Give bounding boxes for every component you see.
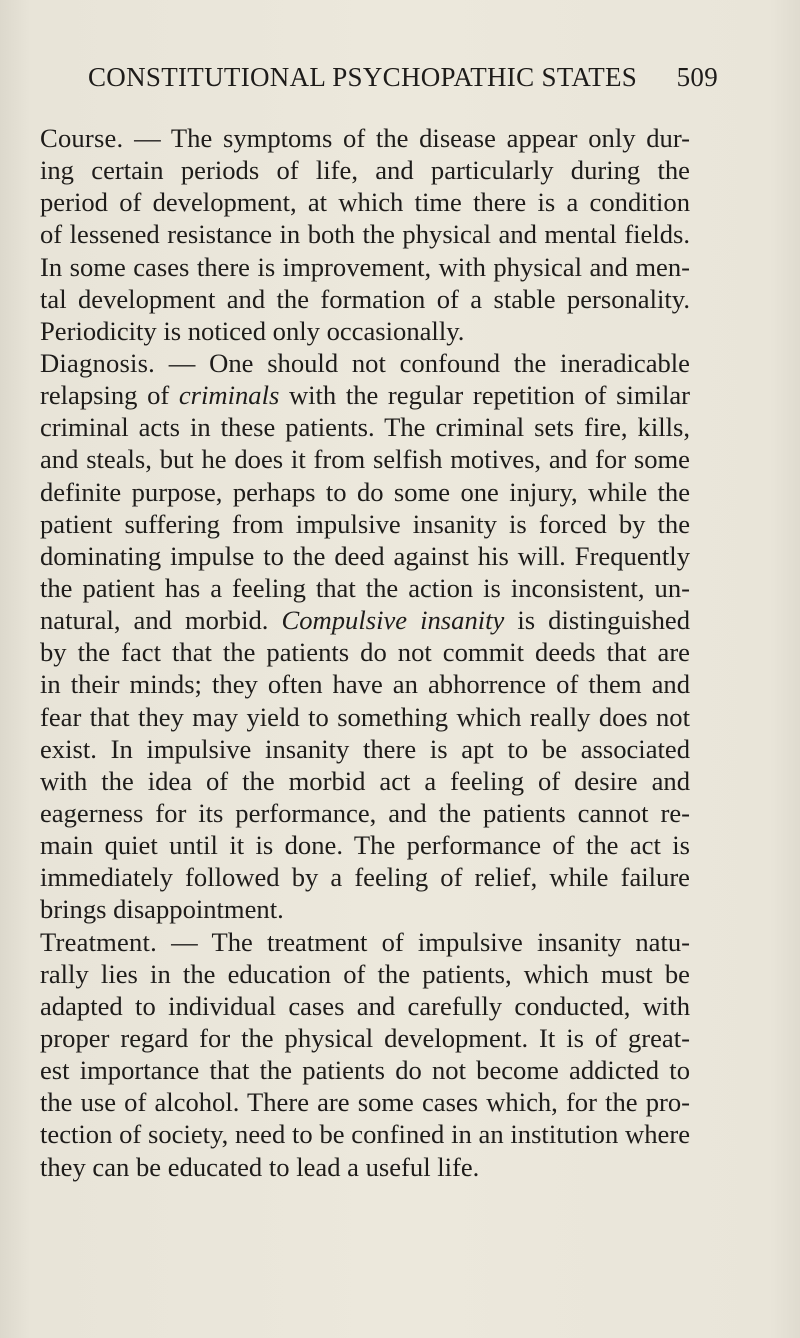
text-line <box>40 572 690 604</box>
italic-term: Compulsive insanity <box>281 605 505 636</box>
text-run: In some cases there is improvement, with physical and men- <box>40 251 690 282</box>
text-run: relapsing of <box>40 380 179 411</box>
text-run: and steals, but he does it from selfish motives, and for some <box>40 444 690 475</box>
page-number: 509 <box>676 62 718 92</box>
text-line <box>40 122 690 154</box>
text-line <box>40 1151 690 1183</box>
text-line <box>40 476 690 508</box>
text-run: of lessened resistance in both the physical and mental fields. <box>40 219 690 250</box>
text-line <box>40 829 690 861</box>
text-run: with the regular repetition of similar <box>279 380 690 411</box>
section-heading: Diagnosis. <box>40 347 156 378</box>
text-line <box>40 861 690 893</box>
text-run: definite purpose, perhaps to do some one injury, while the <box>40 476 690 507</box>
text-run: by the fact that the patients do not commit deeds that are <box>40 637 690 668</box>
text-run: — The treatment of impulsive insanity natu- <box>156 926 690 957</box>
text-run: fear that they may yield to something which really does not <box>40 701 690 732</box>
text-run: eagerness for its performance, and the patients cannot re- <box>40 797 690 828</box>
text-line <box>40 797 690 829</box>
text-line <box>40 958 690 990</box>
text-run: criminal acts in these patients. The criminal sets fire, kills, <box>40 412 690 443</box>
page-header <box>88 62 718 98</box>
text-line <box>40 668 690 700</box>
text-run: dominating impulse to the deed against his will. Frequently <box>40 540 690 571</box>
text-run: rally lies in the education of the patients, which must be <box>40 958 690 989</box>
text-line <box>40 443 690 475</box>
text-run: Periodicity is noticed only occasionally. <box>40 315 465 346</box>
text-line <box>40 315 690 347</box>
text-line <box>40 186 690 218</box>
text-run: brings disappointment. <box>40 894 284 925</box>
text-run: they can be educated to lead a useful life. <box>40 1151 480 1182</box>
text-run: is distinguished <box>504 605 690 636</box>
text-line <box>40 251 690 283</box>
text-line <box>40 701 690 733</box>
text-run: main quiet until it is done. The performance of the act is <box>40 830 690 861</box>
text-run: ing certain periods of life, and particularly during the <box>40 155 690 186</box>
running-title: CONSTITUTIONAL PSYCHOPATHIC STATES <box>88 62 638 92</box>
text-line <box>40 154 690 186</box>
text-run: period of development, at which time there is a condition <box>40 187 690 218</box>
text-line <box>40 347 690 379</box>
text-run: tal development and the formation of a stable personality. <box>40 283 690 314</box>
text-run: proper regard for the physical development. It is of great- <box>40 1022 690 1053</box>
text-line <box>40 1022 690 1054</box>
text-line <box>40 1054 690 1086</box>
text-run: adapted to individual cases and carefully conducted, with <box>40 990 690 1021</box>
text-line <box>40 379 690 411</box>
text-run: in their minds; they often have an abhorrence of them and <box>40 669 690 700</box>
text-run: with the idea of the morbid act a feeling of desire and <box>40 765 690 796</box>
text-line <box>40 765 690 797</box>
text-line <box>40 990 690 1022</box>
text-run: — One should not confound the ineradicable <box>155 347 690 378</box>
text-line <box>40 1118 690 1150</box>
body-text <box>40 122 690 1183</box>
text-run: the patient has a feeling that the action is inconsistent, un- <box>40 572 690 603</box>
section-heading: Course. <box>40 123 124 153</box>
text-run: est importance that the patients do not become addicted to <box>40 1055 690 1086</box>
text-run: — The symptoms of the disease appear only dur- <box>123 123 690 153</box>
text-run: natural, and morbid. <box>40 605 282 636</box>
text-line <box>40 733 690 765</box>
text-run: tection of society, need to be confined in an institution where <box>40 1119 690 1150</box>
text-line <box>40 540 690 572</box>
text-line <box>40 604 690 636</box>
text-run: exist. In impulsive insanity there is apt to be associated <box>40 733 690 764</box>
text-line <box>40 636 690 668</box>
section-heading: Treatment. <box>40 926 157 957</box>
text-line <box>40 411 690 443</box>
text-run: immediately followed by a feeling of relief, while failure <box>40 862 690 893</box>
text-line <box>40 893 690 925</box>
text-line <box>40 508 690 540</box>
text-line <box>40 1086 690 1118</box>
text-line <box>40 926 690 958</box>
text-run: the use of alcohol. There are some cases which, for the pro- <box>40 1087 690 1118</box>
italic-term: criminals <box>178 380 280 411</box>
text-run: patient suffering from impulsive insanity is forced by the <box>40 508 690 539</box>
text-line <box>40 283 690 315</box>
text-line <box>40 218 690 250</box>
